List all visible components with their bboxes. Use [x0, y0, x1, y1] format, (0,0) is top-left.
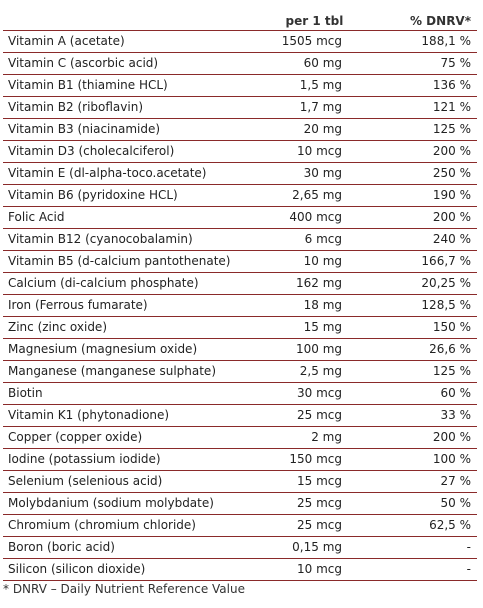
- dnrv-cell: 166,7 %: [421, 254, 471, 268]
- amount-cell: 25 mcg: [297, 408, 342, 422]
- dnrv-cell: 121 %: [432, 100, 471, 114]
- nutrient-name-cell: Selenium (selenious acid): [8, 474, 163, 488]
- amount-cell: 10 mg: [303, 254, 342, 268]
- nutrient-name-cell: Molybdanium (sodium molybdate): [8, 496, 214, 510]
- nutrient-name-cell: Copper (copper oxide): [8, 430, 143, 444]
- amount-cell: 10 mcg: [297, 562, 342, 576]
- dnrv-cell: 200 %: [432, 144, 471, 158]
- table-row: [3, 317, 477, 339]
- table-row: [3, 405, 477, 427]
- dnrv-cell: 136 %: [432, 78, 471, 92]
- dnrv-cell: 75 %: [440, 56, 471, 70]
- amount-cell: 2 mg: [311, 430, 342, 444]
- amount-cell: 2,5 mg: [299, 364, 342, 378]
- amount-cell: 100 mg: [295, 342, 342, 356]
- dnrv-cell: 150 %: [432, 320, 471, 334]
- nutrition-table-body: [3, 30, 477, 581]
- table-row: [3, 295, 477, 317]
- table-row: [3, 273, 477, 295]
- nutrient-name-cell: Vitamin B12 (cyanocobalamin): [8, 232, 193, 246]
- dnrv-cell: 62,5 %: [429, 518, 471, 532]
- nutrient-name-cell: Vitamin D3 (cholecalciferol): [8, 144, 175, 158]
- nutrient-name-cell: Biotin: [8, 386, 43, 400]
- table-row: [3, 163, 477, 185]
- nutrient-name-cell: Vitamin C (ascorbic acid): [8, 56, 159, 70]
- nutrient-name-cell: Folic Acid: [8, 210, 65, 224]
- nutrient-name-cell: Manganese (manganese sulphate): [8, 364, 216, 378]
- table-row: [3, 537, 477, 559]
- header-amount-column: per 1 tbl: [285, 14, 344, 28]
- nutrient-name-cell: Vitamin B6 (pyridoxine HCL): [8, 188, 178, 202]
- nutrient-name-cell: Iron (Ferrous fumarate): [8, 298, 148, 312]
- dnrv-cell: 125 %: [432, 364, 471, 378]
- amount-cell: 25 mcg: [297, 496, 342, 510]
- dnrv-cell: 240 %: [432, 232, 471, 246]
- table-row: [3, 97, 477, 119]
- nutrient-name-cell: Vitamin A (acetate): [8, 34, 125, 48]
- amount-cell: 15 mcg: [297, 474, 342, 488]
- nutrient-name-cell: Boron (boric acid): [8, 540, 115, 554]
- amount-cell: 162 mg: [295, 276, 342, 290]
- nutrient-name-cell: Vitamin B5 (d-calcium pantothenate): [8, 254, 231, 268]
- table-row: [3, 449, 477, 471]
- nutrition-table-container: [3, 0, 477, 596]
- table-row: [3, 229, 477, 251]
- table-row: [3, 427, 477, 449]
- amount-cell: 2,65 mg: [292, 188, 342, 202]
- amount-cell: 6 mcg: [304, 232, 342, 246]
- dnrv-cell: -: [466, 540, 471, 554]
- dnrv-cell: 20,25 %: [421, 276, 471, 290]
- dnrv-cell: 33 %: [440, 408, 471, 422]
- amount-cell: 20 mg: [303, 122, 342, 136]
- amount-cell: 0,15 mg: [292, 540, 342, 554]
- nutrient-name-cell: Vitamin B3 (niacinamide): [8, 122, 161, 136]
- nutrient-name-cell: Vitamin B2 (riboflavin): [8, 100, 144, 114]
- dnrv-cell: 60 %: [440, 386, 471, 400]
- table-row: [3, 339, 477, 361]
- amount-cell: 150 mcg: [289, 452, 342, 466]
- dnrv-cell: 250 %: [432, 166, 471, 180]
- amount-cell: 1,7 mg: [299, 100, 342, 114]
- dnrv-cell: 27 %: [440, 474, 471, 488]
- dnrv-cell: 128,5 %: [421, 298, 471, 312]
- table-row: [3, 75, 477, 97]
- table-row: [3, 251, 477, 273]
- dnrv-cell: 188,1 %: [421, 34, 471, 48]
- nutrient-name-cell: Iodine (potassium iodide): [8, 452, 161, 466]
- amount-cell: 60 mg: [303, 56, 342, 70]
- dnrv-cell: -: [466, 562, 471, 576]
- amount-cell: 15 mg: [303, 320, 342, 334]
- table-row: [3, 361, 477, 383]
- nutrient-name-cell: Chromium (chromium chloride): [8, 518, 196, 532]
- nutrient-name-cell: Vitamin K1 (phytonadione): [8, 408, 170, 422]
- footnote: * DNRV – Daily Nutrient Reference Value: [3, 582, 245, 596]
- table-row: [3, 31, 477, 53]
- dnrv-cell: 100 %: [432, 452, 471, 466]
- table-header: [3, 0, 477, 30]
- table-row: [3, 185, 477, 207]
- nutrient-name-cell: Magnesium (magnesium oxide): [8, 342, 198, 356]
- table-row: [3, 383, 477, 405]
- table-row: [3, 493, 477, 515]
- amount-cell: 18 mg: [303, 298, 342, 312]
- amount-cell: 1,5 mg: [299, 78, 342, 92]
- nutrient-name-cell: Vitamin B1 (thiamine HCL): [8, 78, 168, 92]
- table-row: [3, 53, 477, 75]
- table-row: [3, 515, 477, 537]
- dnrv-cell: 50 %: [440, 496, 471, 510]
- dnrv-cell: 200 %: [432, 210, 471, 224]
- dnrv-cell: 26,6 %: [429, 342, 471, 356]
- table-row: [3, 471, 477, 493]
- amount-cell: 30 mg: [303, 166, 342, 180]
- amount-cell: 400 mcg: [289, 210, 342, 224]
- nutrient-name-cell: Silicon (silicon dioxide): [8, 562, 146, 576]
- dnrv-cell: 190 %: [432, 188, 471, 202]
- amount-cell: 30 mcg: [297, 386, 342, 400]
- table-row: [3, 119, 477, 141]
- amount-cell: 10 mcg: [297, 144, 342, 158]
- nutrient-name-cell: Calcium (di-calcium phosphate): [8, 276, 199, 290]
- table-row: [3, 559, 477, 581]
- dnrv-cell: 125 %: [432, 122, 471, 136]
- nutrient-name-cell: Vitamin E (dl-alpha-toco.acetate): [8, 166, 207, 180]
- header-dnrv-column: % DNRV*: [409, 14, 471, 28]
- table-row: [3, 207, 477, 229]
- table-row: [3, 141, 477, 163]
- amount-cell: 1505 mcg: [281, 34, 342, 48]
- dnrv-cell: 200 %: [432, 430, 471, 444]
- nutrient-name-cell: Zinc (zinc oxide): [8, 320, 107, 334]
- amount-cell: 25 mcg: [297, 518, 342, 532]
